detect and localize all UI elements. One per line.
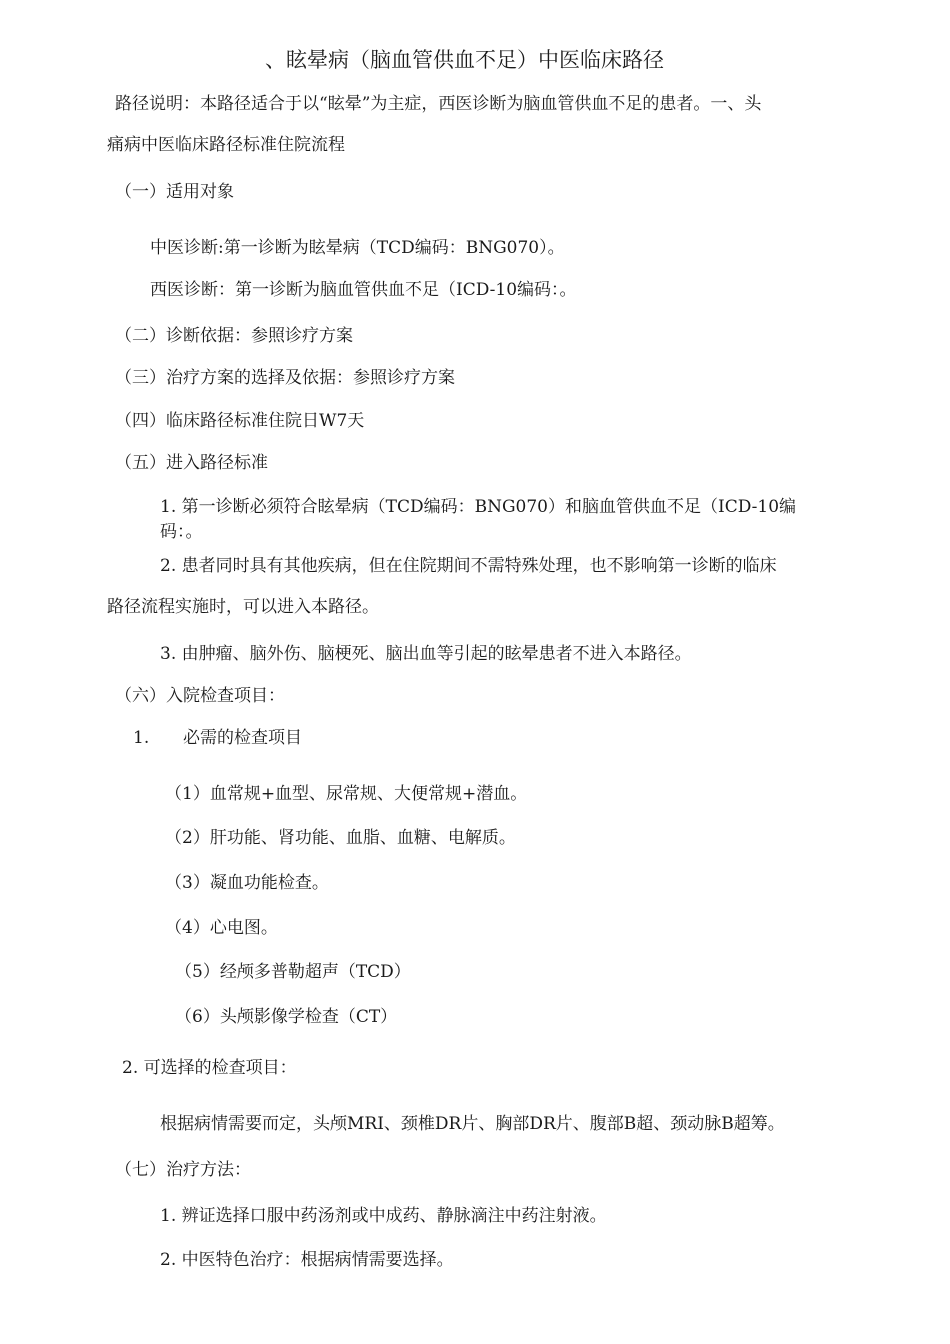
entry-criteria-2-line-1: 2. 患者同时具有其他疾病，但在住院期间不需特殊处理，也不影响第一诊断的临床: [160, 556, 777, 576]
section-3-heading: （三）治疗方案的选择及依据：参照诊疗方案: [115, 368, 455, 388]
entry-criteria-1-line-2: 码：。: [160, 522, 203, 542]
required-exam-item: （4）心电图。: [165, 918, 278, 938]
section-2-heading: （二）诊断依据：参照诊疗方案: [115, 326, 353, 346]
section-7-heading: （七）治疗方法：: [115, 1160, 251, 1180]
tcm-diagnosis: 中医诊断:第一诊断为眩晕病（TCD编码：BNG070）。: [150, 238, 565, 258]
entry-criteria-1-line-1: 1. 第一诊断必须符合眩晕病（TCD编码：BNG070）和脑血管供血不足（ICD-10编: [160, 497, 797, 517]
treatment-item-2: 2. 中医特色治疗：根据病情需要选择。: [160, 1250, 454, 1270]
section-6-heading: （六）入院检查项目：: [115, 686, 285, 706]
entry-criteria-2-line-2: 路径流程实施时，可以进入本路径。: [107, 597, 379, 617]
intro-line-2: 痛病中医临床路径标准住院流程: [107, 135, 345, 155]
treatment-item-1: 1. 辨证选择口服中药汤剂或中成药、静脉滴注中药注射液。: [160, 1206, 607, 1226]
section-4-heading: （四）临床路径标准住院日W7天: [115, 411, 365, 431]
required-exam-item: （3）凝血功能检查。: [165, 873, 329, 893]
required-exam-item: （1）血常规+血型、尿常规、大便常规+潜血。: [165, 784, 528, 804]
document-title: 、眩晕病（脑血管供血不足）中医临床路径: [265, 48, 664, 72]
entry-criteria-3: 3. 由肿瘤、脑外伤、脑梗死、脑出血等引起的眩晕患者不进入本路径。: [160, 644, 692, 664]
wm-diagnosis: 西医诊断：第一诊断为脑血管供血不足（ICD-10编码：。: [150, 280, 577, 300]
required-exams-label: 必需的检查项目: [183, 728, 302, 748]
section-5-heading: （五）进入路径标准: [115, 453, 268, 473]
required-exam-item: （5）经颅多普勒超声（TCD）: [175, 962, 411, 982]
optional-exams-heading: 2. 可选择的检查项目：: [122, 1058, 297, 1078]
optional-exams-text: 根据病情需要而定，头颅MRI、颈椎DR片、胸部DR片、腹部B超、颈动脉B超筹。: [160, 1114, 785, 1134]
required-exam-item: （2）肝功能、肾功能、血脂、血糖、电解质。: [165, 828, 516, 848]
required-exams-number: 1.: [133, 728, 150, 748]
required-exam-item: （6）头颅影像学检查（CT）: [175, 1007, 398, 1027]
section-1-heading: （一）适用对象: [115, 182, 234, 202]
intro-line-1: 路径说明：本路径适合于以“眩晕”为主症，西医诊断为脑血管供血不足的患者。一、头: [115, 94, 762, 114]
